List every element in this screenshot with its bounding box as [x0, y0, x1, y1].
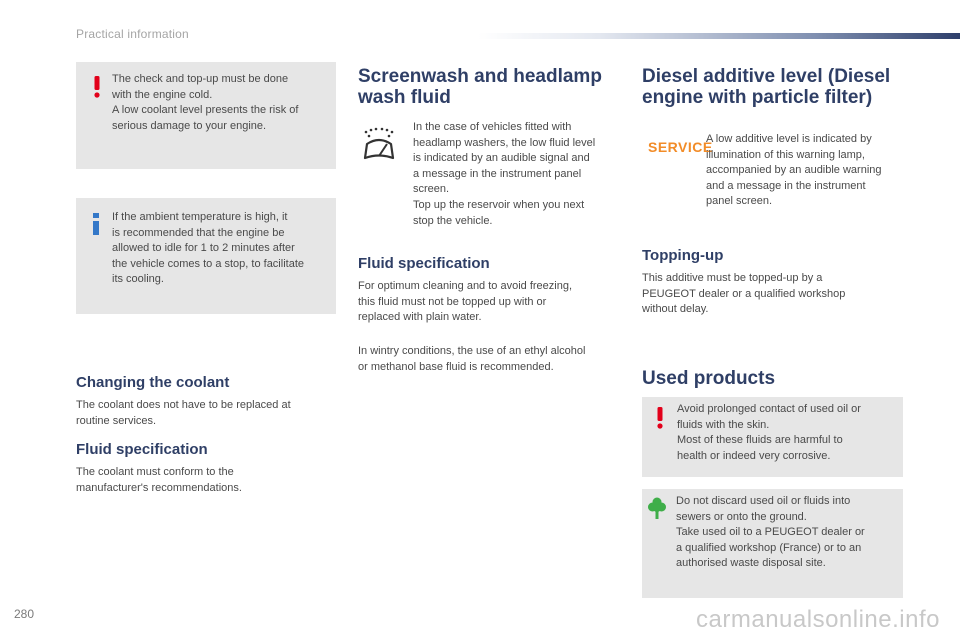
changing-coolant-text — [76, 398, 336, 429]
text-line: manufacturer's recommendations. — [76, 481, 242, 494]
text-line: accompanied by an audible warning — [706, 164, 882, 177]
text-line: The check and top-up must be done — [112, 73, 289, 85]
text-line: allowed to idle for 1 to 2 minutes after — [112, 242, 295, 255]
warning-box-used-oil — [642, 397, 903, 477]
topping-up-text — [642, 271, 904, 318]
text-line: a qualified workshop (France) or to an — [676, 541, 862, 554]
service-label: SERVICE — [648, 139, 713, 155]
header-gradient-bar — [478, 33, 960, 39]
exclamation-icon — [653, 407, 667, 429]
heading-line: engine with particle filter) — [642, 87, 873, 108]
text-line: is recommended that the engine be — [112, 226, 285, 239]
eco-box-disposal — [642, 489, 903, 598]
heading-line: Diesel additive level (Diesel — [642, 66, 891, 87]
text-line: PEUGEOT dealer or a qualified workshop — [642, 287, 846, 300]
screenwash-fluid-spec-text — [358, 279, 620, 326]
section-title: Practical information — [76, 27, 189, 41]
changing-coolant-heading: Changing the coolant — [76, 374, 230, 391]
warning-text — [112, 72, 332, 134]
text-line: fluids with the skin. — [677, 418, 770, 431]
tree-icon — [648, 497, 666, 519]
text-line: the vehicle comes to a stop, to facilitate — [112, 257, 304, 270]
screenwash-heading — [358, 66, 628, 108]
text-line: This additive must be topped-up by a — [642, 272, 823, 284]
service-warning-icon — [648, 139, 713, 155]
text-line: and a message in the instrument — [706, 179, 866, 192]
coolant-fluid-spec-text — [76, 465, 336, 496]
text-line: sewers or onto the ground. — [676, 510, 807, 523]
text-line: The coolant must conform to the — [76, 466, 234, 478]
coolant-fluid-spec-heading: Fluid specification — [76, 441, 208, 458]
heading-line: Screenwash and headlamp — [358, 66, 602, 87]
screenwash-winter-text — [358, 344, 620, 375]
info-box-temperature — [76, 198, 336, 314]
text-line: health or indeed very corrosive. — [677, 449, 831, 462]
page-number: 280 — [14, 607, 35, 621]
text-line: In wintry conditions, the use of an ethyl alcohol — [358, 345, 586, 357]
text-line: screen. — [413, 183, 450, 196]
text-line: a message in the instrument panel — [413, 167, 582, 180]
text-line: A low additive level is indicated by — [706, 133, 872, 145]
info-text — [112, 210, 334, 288]
text-line: headlamp washers, the low fluid level — [413, 136, 596, 149]
text-line: If the ambient temperature is high, it — [112, 211, 288, 223]
heading-line: wash fluid — [358, 87, 451, 108]
washer-fluid-icon — [360, 126, 398, 162]
text-line: authorised waste disposal site. — [676, 557, 826, 570]
text-line: Do not discard used oil or fluids into — [676, 495, 851, 507]
used-oil-warning-text — [677, 402, 899, 464]
text-line: replaced with plain water. — [358, 311, 482, 324]
topping-up-heading: Topping-up — [642, 247, 724, 264]
exclamation-icon — [90, 76, 104, 98]
text-line: or methanol base fluid is recommended. — [358, 360, 554, 373]
text-line: is indicated by an audible signal and — [413, 152, 590, 165]
diesel-additive-heading — [642, 66, 942, 108]
used-products-heading: Used products — [642, 368, 776, 389]
text-line: Avoid prolonged contact of used oil or — [677, 403, 861, 415]
diesel-additive-text — [706, 132, 916, 210]
text-line: For optimum cleaning and to avoid freezing, — [358, 280, 573, 292]
text-line: Top up the reservoir when you next — [413, 198, 585, 211]
text-line: its cooling. — [112, 273, 164, 286]
text-line: routine services. — [76, 414, 157, 427]
text-line: panel screen. — [706, 195, 773, 208]
screenwash-fluid-spec-heading: Fluid specification — [358, 255, 490, 272]
text-line: A low coolant level presents the risk of — [112, 104, 299, 117]
text-line: without delay. — [642, 303, 709, 316]
watermark: carmanualsonline.info — [696, 606, 940, 633]
text-line: this fluid must not be topped up with or — [358, 295, 547, 308]
warning-box-coolant — [76, 62, 336, 169]
text-line: serious damage to your engine. — [112, 119, 267, 132]
text-line: In the case of vehicles fitted with — [413, 121, 572, 133]
text-line: stop the vehicle. — [413, 214, 493, 227]
info-icon — [89, 213, 103, 235]
disposal-text — [676, 494, 900, 572]
text-line: The coolant does not have to be replaced at — [76, 399, 291, 411]
text-line: illumination of this warning lamp, — [706, 148, 865, 161]
text-line: Take used oil to a PEUGEOT dealer or — [676, 526, 865, 539]
screenwash-text — [413, 120, 623, 229]
text-line: Most of these fluids are harmful to — [677, 434, 843, 447]
text-line: with the engine cold. — [112, 88, 213, 101]
